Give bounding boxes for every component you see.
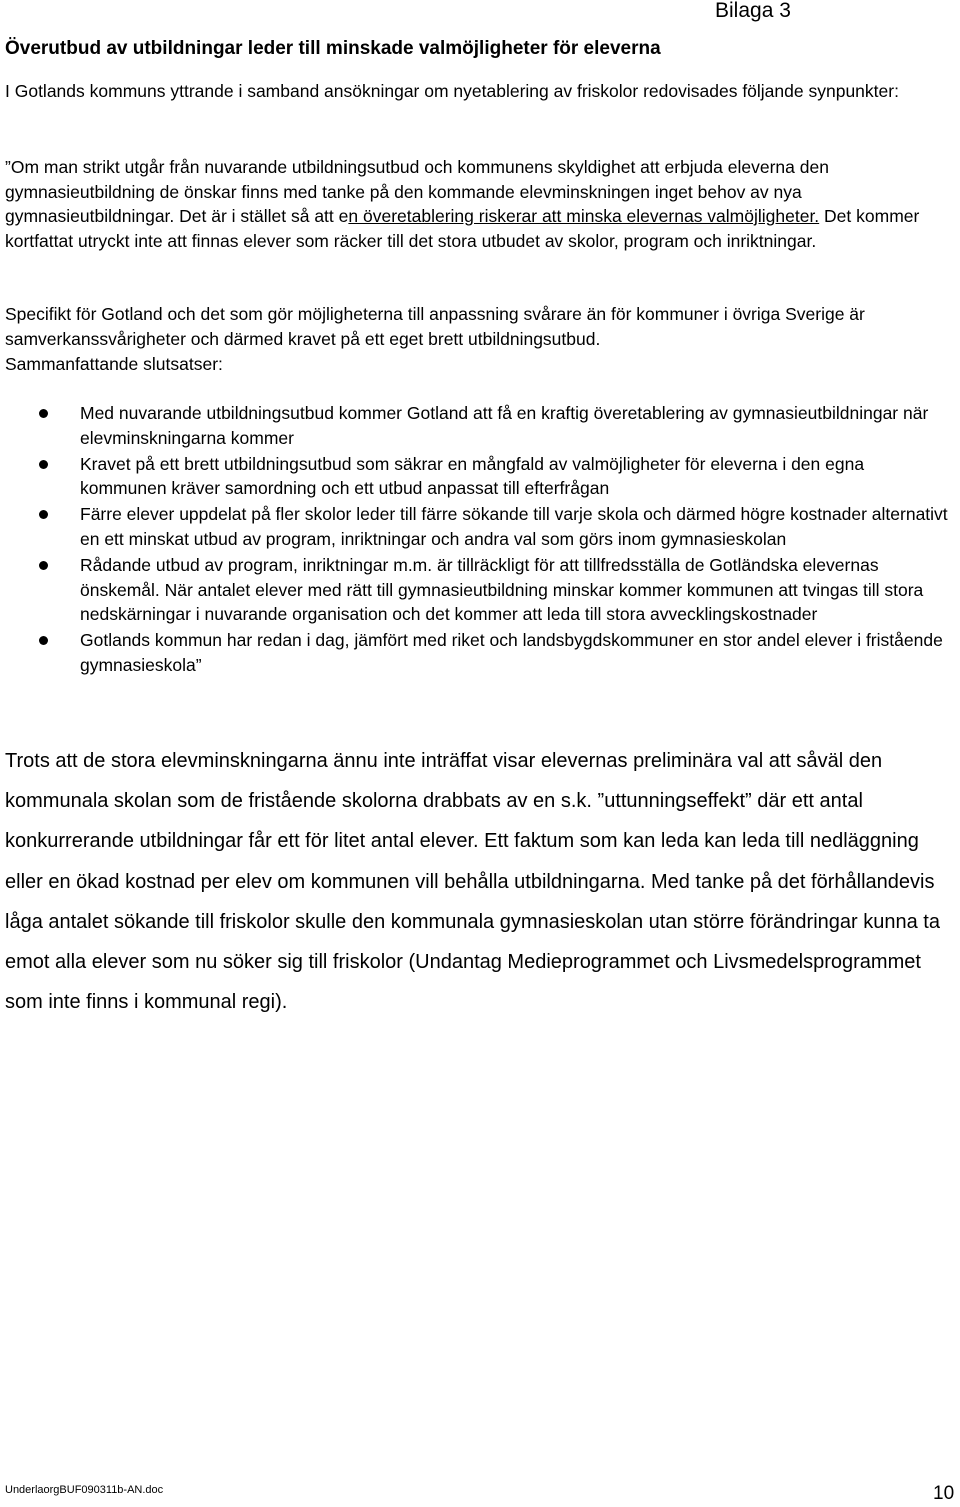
quote-text-start: ”Om man strikt utgår från nuvarande utbildningsutbud och kommunens skyldighet att erbjuda eleverna den gymnasieutbildning de önskar finns med tanke på den kommande elevminskningen inget behov av nya gymnasieutbildningar. Det är i stället så att e xyxy=(5,157,829,226)
conclusions-list xyxy=(0,401,950,678)
bullet-icon xyxy=(39,561,48,570)
intro-paragraph: I Gotlands kommuns yttrande i samband ansökningar om nyetablering av friskolor redovisades följande synpunkter: xyxy=(5,81,899,101)
list-item xyxy=(0,401,950,450)
list-item xyxy=(0,628,950,677)
bullet-icon xyxy=(39,460,48,469)
list-item-text: Kravet på ett brett utbildningsutbud som säkrar en mångfald av valmöjligheter för eleverna i den egna kommunen kräver samordning och ett utbud anpassat till efterfrågan xyxy=(80,453,865,499)
page-title: Överutbud av utbildningar leder till minskade valmöjligheter för eleverna xyxy=(5,38,661,59)
quote-paragraph xyxy=(5,155,955,253)
specific-paragraph: Specifikt för Gotland och det som gör möjligheterna till anpassning svårare än för kommuner i övriga Sverige är samverkanssvårigheter och därmed kravet på ett eget brett utbildningsutbud. xyxy=(5,304,865,349)
list-item-text: Gotlands kommun har redan i dag, jämfört med riket och landsbygdskommuner en stor andel elever i fristående gymnasieskola” xyxy=(80,630,943,675)
quote-underlined-text: n överetablering riskerar att minska elevernas valmöjligheter. xyxy=(348,206,820,226)
bullet-icon xyxy=(39,636,48,645)
footer-filename: UnderlaorgBUF090311b-AN.doc xyxy=(5,1484,164,1496)
list-item-text: Med nuvarande utbildningsutbud kommer Gotland att få en kraftig överetablering av gymnasieutbildningar när elevminskningarna kommer xyxy=(80,403,929,448)
list-item xyxy=(0,452,950,501)
closing-paragraph: Trots att de stora elevminskningarna ännu inte inträffat visar elevernas preliminära val att såväl den kommunala skolan som de fristående skolorna drabbats av en s.k. ”uttunningseffekt” där ett antal konkurrerande utbildningar får ett för litet antal elever. Ett faktum som kan leda kan leda till nedläggning eller en ökad kostnad per elev om kommunen vill behålla utbildningarna. Med tanke på det förhållandevis låga antalet sökande till friskolor skulle den kommunala gymnasieskolan utan större förändringar kunna ta emot alla elever som nu söker sig till friskolor (Undantag Medieprogrammet och Livsmedelsprogrammet som inte finns i kommunal regi). xyxy=(5,750,940,1014)
bullet-icon xyxy=(39,510,48,519)
list-item xyxy=(0,553,950,627)
quote-text-end: Det kommer kortfattat utryckt inte att finnas elever som räcker till det stora utbudet av skolor, program och inriktningar. xyxy=(5,206,920,251)
list-item-text: Rådande utbud av program, inriktningar m.m. är tillräckligt för att tillfredsställa de Gotländska elevernas önskemål. När antalet elever med rätt till gymnasieutbildning minskar kommer kommunen att tvingas till stora nedskärningar i nuvarande organisation och det kommer att leda till stora avvecklingskostnader xyxy=(80,555,924,625)
bullet-icon xyxy=(39,409,48,418)
summary-heading: Sammanfattande slutsatser: xyxy=(5,354,223,374)
list-item xyxy=(0,502,950,551)
page-number: 10 xyxy=(933,1483,955,1504)
list-item-text: Färre elever uppdelat på fler skolor leder till färre sökande till varje skola och därmed högre kostnader alternativt en ett minskat utbud av program, inriktningar och andra val som görs inom gymnasieskolan xyxy=(80,504,948,549)
appendix-label: Bilaga 3 xyxy=(715,0,791,22)
